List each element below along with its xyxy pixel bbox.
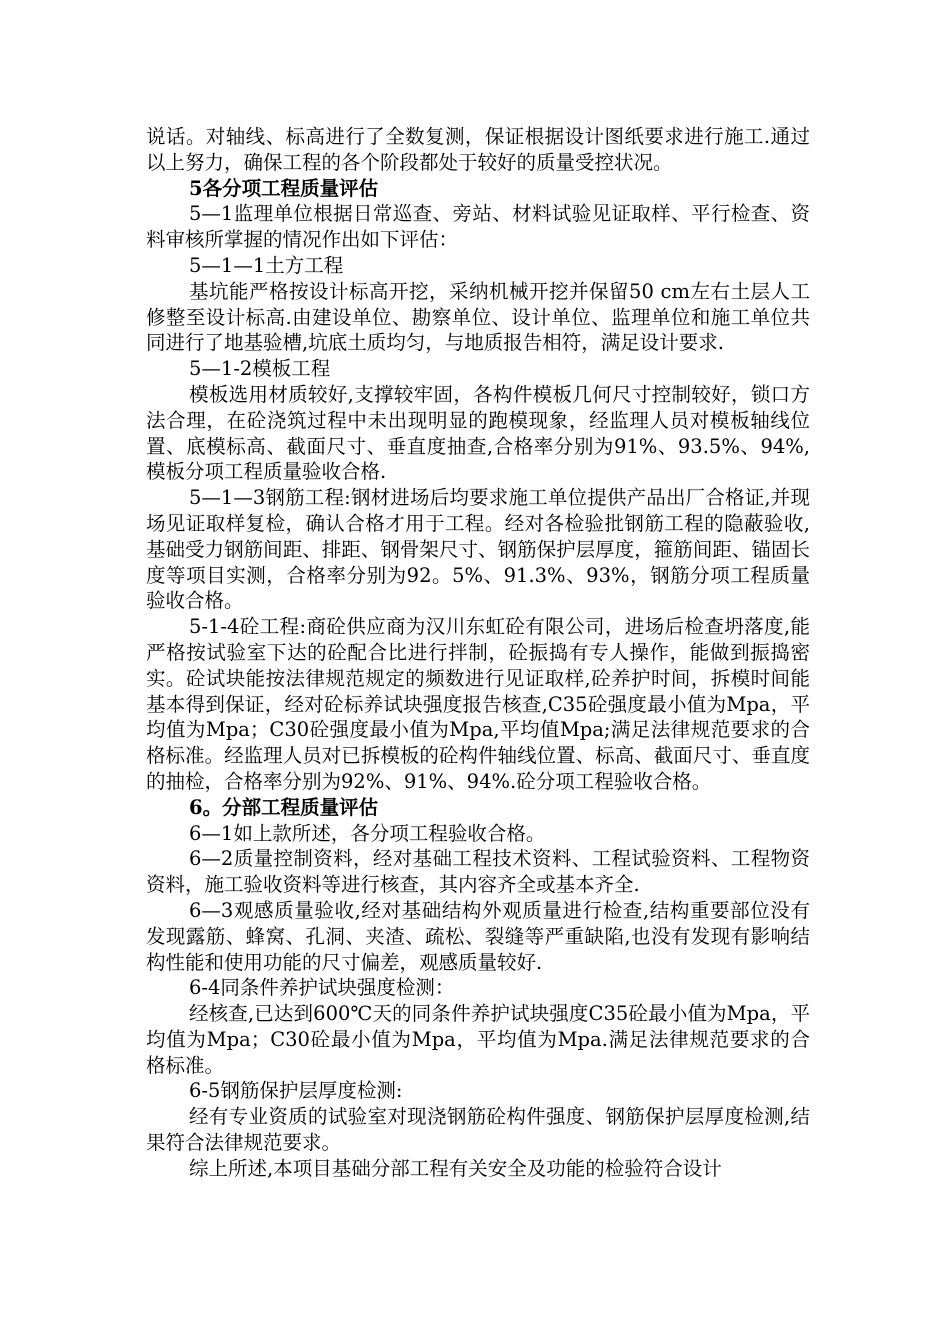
paragraph-formwork: 模板选用材质较好,支撑较牢固，各构件模板几何尺寸控制较好，锁口方法合理，在砼浇筑过程中未出现明显的跑模现象，经监理人员对模板轴线位置、底模标高、截面尺寸、垂直度抽查,合格率分别为91%、93.5%、94%,模板分项工程质量验收合格. — [146, 382, 810, 484]
paragraph-6-5: 经有专业资质的试验室对现浇钢筋砼构件强度、钢筋保护层厚度检测,结果符合法律规范要求。 — [146, 1105, 810, 1155]
subheading-5-1-1: 5—1—1土方工程 — [189, 253, 344, 277]
paragraph-6-1: 6—1如上款所述，各分项工程验收合格。 — [189, 821, 546, 845]
subheading-6-5: 6-5钢筋保护层厚度检测: — [189, 1079, 403, 1103]
paragraph-concrete: 5-1-4砼工程:商砼供应商为汉川东虹砼有限公司，进场后检查坍落度,能严格按试验室下达的砼配合比进行拌制，砼振捣有专人操作，能做到振捣密实。砼试块能按法律规范规定的频数进行见证取样,砼养护时间，拆模时间能基本得到保证，经对砼标养试块强度报告核查,C35砼强度最小值为Mpa，平均值为Mpa；C30砼强度最小值为Mpa,平均值Mpa;满足法律规范要求的合格标准。经监理人员对已拆模板的砼构件轴线位置、标高、截面尺寸、垂直度的抽检，合格率分别为92%、91%、94%.砼分项工程验收合格。 — [146, 615, 810, 793]
paragraph-summary: 综上所述,本项目基础分部工程有关安全及功能的检验符合设计 — [189, 1156, 722, 1180]
subheading-6-4: 6-4同条件养护试块强度检测： — [189, 976, 455, 1000]
section-heading-6: 6。分部工程质量评估 — [189, 795, 379, 819]
paragraph-6-4: 经核查,已达到600℃天的同条件养护试块强度C35砼最小值为Mpa，平均值为Mpa；C30砼最小值为Mpa，平均值为Mpa.满足法律规范要求的合格标准。 — [146, 1002, 810, 1077]
paragraph-rebar: 5—1—3钢筋工程:钢材进场后均要求施工单位提供产品出厂合格证,并现场见证取样复检，确认合格才用于工程。经对各检验批钢筋工程的隐蔽验收,基础受力钢筋间距、排距、钢骨架尺寸、钢筋保护层厚度，箍筋间距、锚固长度等项目实测，合格率分别为92。5%、91.3%、93%，钢筋分项工程质量验收合格。 — [146, 486, 810, 613]
paragraph-5-1: 5—1监理单位根据日常巡查、旁站、材料试验见证取样、平行检查、资料审核所掌握的情况作出如下评估： — [146, 202, 810, 252]
paragraph-6-2: 6—2质量控制资料，经对基础工程技术资料、工程试验资料、工程物资资料，施工验收资料等进行核查，其内容齐全或基本齐全. — [146, 847, 810, 897]
document-page — [146, 124, 810, 1182]
paragraph-6-3: 6—3观感质量验收,经对基础结构外观质量进行检查,结构重要部位没有发现露筋、蜂窝、孔洞、夹渣、疏松、裂缝等严重缺陷,也没有发现有影响结构性能和使用功能的尺寸偏差，观感质量较好. — [146, 898, 810, 974]
paragraph-earthwork: 基坑能严格按设计标高开挖，采纳机械开挖并保留50 cm左右土层人工修整至设计标高.由建设单位、勘察单位、设计单位、监理单位和施工单位共同进行了地基验槽,坑底土质均匀，与地质报告相符，满足设计要求. — [146, 279, 810, 355]
subheading-5-1-2: 5—1-2模板工程 — [189, 357, 331, 381]
paragraph-continuation: 说话。对轴线、标高进行了全数复测，保证根据设计图纸要求进行施工.通过以上努力，确保工程的各个阶段都处于较好的质量受控状况。 — [146, 125, 810, 174]
section-heading-5: 5各分项工程质量评估 — [189, 176, 379, 200]
